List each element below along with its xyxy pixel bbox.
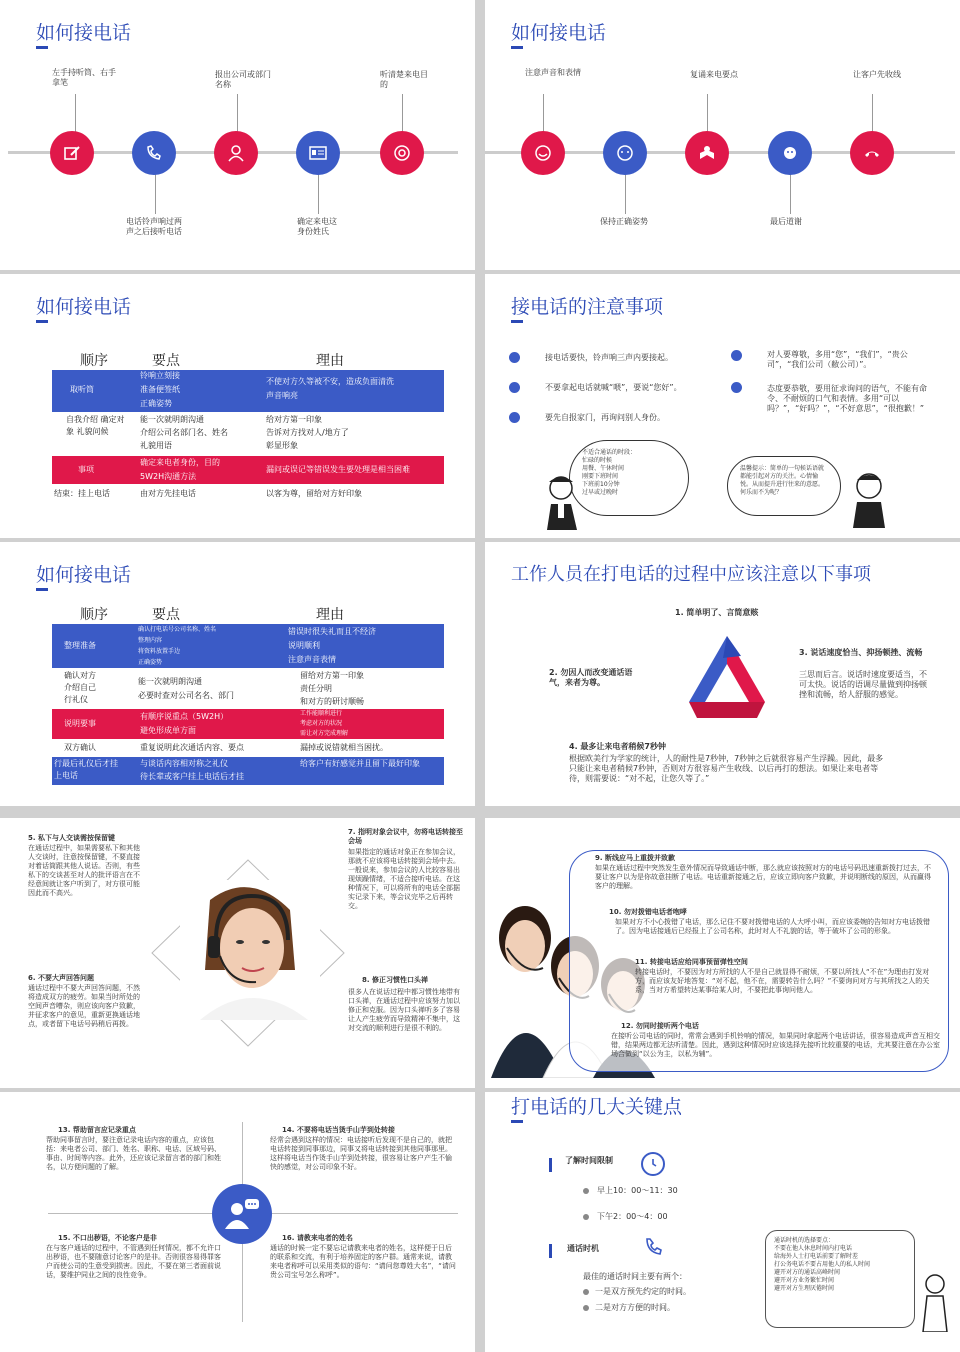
tip-text: 通话的时候一定不要忘记请教来电者的姓名，这样便于日后的联系和交流，有利于培养固定的客户群。通常来说，请教来电者称呼可以采用类似的语句：“请问您尊姓大名”，“请问贵公司宝号怎么称呼”。 (270, 1244, 456, 1279)
table-row: 取听筒 铃响立刻接 准备便签纸 正确姿势 不使对方久等被不安，造成负面清洗 声音响亮 (52, 370, 444, 412)
target-icon (380, 131, 424, 175)
tip-title: 1. 简单明了、言简意赅 (675, 608, 759, 617)
table-row: 双方确认 重复说明此次通话内容、要点 漏掉或说错就相当困扰。 (64, 743, 388, 752)
id-card-icon (296, 131, 340, 175)
tip-text: 根据欧美行为学家的统计，人的耐性是7秒钟，7秒钟之后就很容易产生浮躁。因此，最多只能让来电者稍候7秒钟，否则对方很容易产生收线、以后再打的想法。如果让来电者等待，则需要说：“对不起，让您久等了。” (569, 754, 884, 783)
bullet-dot (509, 412, 520, 423)
tip-text: 帮助同事留言时，要注意记录电话内容的重点，应该包括：来电者公司、部门、姓名、职称、电话、区域号码、事由、时间等内容。此外，还应该记录留言者的部门和姓名，以方便问题的了解。 (46, 1136, 221, 1171)
connector (318, 174, 319, 214)
tip-title: 13. 帮助留言应记录重点 (58, 1126, 136, 1134)
tip-text: 如果对方不小心拨错了电话，那么记住不要对拨错电话的人大呼小叫，而应该委婉的告知对方电话拨错了。因为电话接通后已经报上了公司名称，此时对人不礼貌的话，等于破坏了公司的形象。 (615, 918, 930, 935)
step-label: 报出公司或部门名称 (215, 70, 271, 89)
smile-icon (521, 131, 565, 175)
timing-box: 通话时机的选择要点： 不要在他人休息时间内打电话 给海外人士打电话前要了解时差 打公务电话不要占用他人的私人时间 避开对方的通话高峰时间 避开对方业务繁忙时间 避开对方生理厌倦时间 (765, 1230, 915, 1328)
title-underline (511, 1120, 523, 1123)
person-icon (214, 131, 258, 175)
table-header: 顺序 (80, 607, 108, 623)
tip-title: 14. 不要将电话当烫手山芋到处转接 (282, 1126, 395, 1134)
step-label: 最后道谢 (770, 217, 802, 226)
bullet-dot (583, 1289, 589, 1295)
slide-answer-phone-2 (485, 0, 960, 270)
thought-bubble: 温馨提示：简单的一句候话语就都能引起对方的关注。心情愉悦。从而提升进行往来的意愿。何乐而不为呢？ (727, 456, 841, 516)
step-label: 确定来电这身份姓氏 (297, 217, 337, 236)
step-label: 左手持听筒、右手拿笔 (52, 68, 116, 87)
step-label: 复诵来电要点 (690, 70, 738, 79)
key-title: 了解时间限制 (565, 1156, 613, 1165)
title-underline (36, 588, 48, 591)
tip-text: 经常会遇到这样的情况：电话接听后发现不是自己的，就把电话转接到同事那边，同事又将电话转接到其他同事那里。这样将电话当作烫手山芋到处转接，很容易让客户产生不愉快的感觉，对公司印象不好。 (270, 1136, 452, 1171)
time-item: 下午2：00～4：00 (597, 1212, 668, 1221)
step-label: 让客户先收线 (853, 70, 901, 79)
slide-answer-table (0, 274, 475, 538)
key-marker (549, 1244, 552, 1258)
note-item: 接电话要快，铃声响三声内要接起。 (545, 353, 673, 362)
title-underline (511, 320, 523, 323)
title-underline (36, 320, 48, 323)
timing-item: 二是对方方便的时间。 (595, 1303, 675, 1312)
bullet-dot (583, 1188, 589, 1194)
tip-title: 4. 最多让来电者稍候7秒钟 (569, 742, 666, 751)
step-label: 电话铃声响过两声之后接听电话 (126, 217, 182, 236)
timing-intro: 最佳的通话时间主要有两个： (583, 1272, 687, 1281)
table-row: 整理准备 确认打电话号公司名称、姓名 整理内容 将资料放置手边 正确姿势 错误时很失礼而且不经济 说明顺利 注意声音表情 (52, 624, 444, 668)
cartoon-man-icon (541, 474, 585, 530)
note-item: 对人要尊敬，多用“您”，“我们”，“贵公司”，“我们公司（敝公司）”。 (767, 350, 908, 369)
step-label: 保持正确姿势 (600, 217, 648, 226)
table-header: 理由 (316, 353, 344, 369)
connector (75, 94, 76, 132)
tip-title: 6. 不要大声回答问题 (28, 974, 94, 982)
slide-title: 如何接电话 (36, 564, 132, 586)
slide-title: 如何接电话 (511, 22, 607, 44)
tip-text: 三思而后言。说话时速度要适当，不可太快。说话的语调尽量做到抑扬顿挫和流畅，给人舒服的感觉。 (799, 670, 927, 699)
note-item: 要先自报家门，再询问别人身份。 (545, 413, 665, 422)
note-item: 态度要恭敬，要用征求询问的语气，不能有命令、不耐烦的口气和表情。多用“可以吗？”，“好吗？”，“不好意思”，“很抱歉！” (767, 384, 927, 413)
step-label: 听清楚来电目的 (380, 70, 428, 89)
operator-woman-photo (180, 880, 320, 1020)
tip-title: 15. 不口出秽语，不论客户是非 (58, 1234, 157, 1242)
reading-icon (685, 131, 729, 175)
bullet-dot (583, 1214, 589, 1220)
slide-call-attention (485, 542, 960, 806)
table-header: 顺序 (80, 353, 108, 369)
tip-text: 如果指定的通话对象正在参加会议，那就不应该将电话转接到会场中去。一般说来，参加会议的人比较容易出现烦躁情绪，不适合接听电话。在这种情况下，可以将所有的电话全部据实记录下来，等会议完毕之后再转交。 (348, 848, 460, 910)
table-row: 自我介绍 确定对象 礼貌问候 能一次就明朗沟通 介绍公司名部门名、姓名 礼貌用语 给对方第一印象 告诉对方找对人/地方了 彰显形象 (66, 415, 349, 450)
slide-tips-13-16 (0, 1092, 475, 1352)
title-underline (511, 46, 523, 49)
connector (237, 94, 238, 132)
time-item: 早上10：00～11：30 (597, 1186, 678, 1195)
table-header: 要点 (152, 353, 180, 369)
tip-title: 11. 转接电话应给同事预留弹性空间 (635, 958, 748, 966)
bullet-dot (583, 1305, 589, 1311)
table-header: 要点 (152, 607, 180, 623)
recycle-arrows-icon (671, 632, 783, 728)
tip-title: 10. 勿对拨错电话者咆哮 (609, 908, 687, 916)
tip-title: 9. 断线应马上重拨并致歉 (595, 854, 675, 862)
connector (872, 94, 873, 132)
face-icon (603, 131, 647, 175)
key-marker (549, 1158, 552, 1172)
table-row: 确认对方 介绍自己 行礼仪 能一次就明朗沟通 必要时查对公司名名、部门 留给对方第一印象 责任分明 和对方的研讨顺畅 (64, 671, 364, 706)
connector (402, 94, 403, 132)
connector (790, 174, 791, 214)
tip-text: 在通话过程中，如果需要私下和其他人交谈时，注意按保留键，不要直接对着话筒跟其他人说话。否则，有些私下的交谈甚至对人的批评语言在不经意间就让客户听到了，对方很可能因此而不高兴。 (28, 844, 140, 897)
slide-title: 工作人员在打电话的过程中应该注意以下事项 (511, 564, 871, 585)
slide-title: 如何接电话 (36, 296, 132, 318)
tip-text: 通话过程中不要大声回答问题，不然将造成双方的疲劳。如果当时所处的空间声音嘈杂，则应该向客户致歉，并征求客户的意见，重新更换通话地点，或者留下电话号码稍后再拨。 (28, 984, 140, 1028)
bullet-dot (509, 352, 520, 363)
note-item: 不要拿起电话就喊“喂”，要说“您好”。 (545, 383, 682, 392)
slide-answer-notes (485, 274, 960, 538)
tip-title: 5. 私下与人交谈需按保留键 (28, 834, 115, 842)
tip-text: 在接听公司电话的同时，常常会遇到手机铃响的情况，如果同时拿起两个电话讲话，很容易造成声音互相交错，结果两边都无法听清楚。因此，遇到这种情况时应该选择先接听比较重要的电话，尤其要注意在办公室场合做到“以公为主，以私为辅”。 (611, 1032, 940, 1058)
tip-title: 16. 请教来电者的姓名 (282, 1234, 353, 1242)
bullet-dot (509, 382, 520, 393)
slide-tips-5-8 (0, 818, 475, 1088)
table-header: 理由 (316, 607, 344, 623)
cartoon-man-icon (917, 1272, 953, 1332)
tip-text: 如果在通话过程中突然发生意外情况而导致通话中断，那么就应该按照对方的电话号码迅速重新拨打过去，不要让客户以为是你故意挂断了电话。电话重新接通之后，应该立即向客户致歉，并说明断线的原因，从而赢得客户的理解。 (595, 864, 931, 890)
slide-answer-phone-1 (0, 0, 475, 270)
table-row: 行最后礼仪后才挂上电话 与谈话内容相对称之礼仪 待长辈或客户挂上电话后才挂 给客户有好感觉并且留下最好印象 (52, 757, 444, 785)
table-row: 事项 确定来电者身份，目的 5W2H沟通方法 漏问或误记等错误发生要处理是相当困难 (52, 456, 444, 484)
tip-text: 在与客户通话的过程中，不管遇到任何情况，都不允许口出秽语，也不要随意讨论客户的是非。否则很容易得罪客户而使公司的生意受到损害。因此，不要在第三者面前说话，要维护同业之间的良性竞争。 (46, 1244, 221, 1279)
tip-title: 12. 勿同时接听两个电话 (621, 1022, 699, 1030)
thanks-icon (768, 131, 812, 175)
bullet-dot (731, 382, 742, 393)
table-row: 结束：挂上电话 由对方先挂电话 以客为尊，留给对方好印象 (54, 489, 362, 498)
connector (707, 94, 708, 132)
tip-title: 7. 指明对象会议中，勿将电话转接至会场 (348, 828, 463, 845)
hang-up-icon (850, 131, 894, 175)
table-row: 说明要事 有顺序说重点（5W2H） 避免形成单方面 工作能顺利进行 考虑对方的状况 需让对方完成理解 (52, 709, 444, 739)
connector (543, 94, 544, 132)
title-underline (36, 46, 48, 49)
step-label: 注意声音和表情 (525, 68, 581, 77)
chat-user-icon (212, 1184, 272, 1244)
tip-text: 很多人在说话过程中都习惯性地带有口头禅，在通话过程中应该努力加以修正和克服。因为口头禅听多了容易让人产生疲劳而导致精神不集中，这对交流的顺利进行是很不利的。 (348, 988, 460, 1032)
slide-tips-9-12 (485, 818, 960, 1088)
clock-icon (641, 1152, 665, 1176)
timing-item: 一是双方预先约定的时间。 (595, 1287, 691, 1296)
tip-title: 3. 说话速度恰当、抑扬顿挫、流畅 (799, 648, 923, 657)
tip-title: 8. 修正习惯性口头禅 (362, 976, 428, 984)
cartoon-man-icon (845, 470, 893, 528)
slide-call-table (0, 542, 475, 806)
slide-title: 接电话的注意事项 (511, 296, 664, 318)
phone-icon (132, 131, 176, 175)
thought-bubble: 不适合通话的时段： 忙碌的时候 用餐、午休时间 刚要下班时间 下班前10分钟 过早或过晚时 (569, 440, 689, 516)
tip-title: 2. 勿因人而改变通话语气，来者为尊。 (549, 668, 633, 687)
pen-icon (50, 131, 94, 175)
phone-icon (643, 1236, 665, 1258)
connector (155, 174, 156, 214)
tip-text: 转接电话时，不要因为对方所找的人不是自己就显得不耐烦，不要以所找人“不在”为理由打发对方，而应该友好地答复：“对不起，他不在，需要转告什么吗？”不要询问对方与其所找之人的关系，当对方希望转达某事给某人时，不要把此事询问他人。 (635, 968, 930, 994)
key-title: 通话时机 (567, 1244, 599, 1253)
slide-call-keys (485, 1092, 960, 1352)
connector (625, 174, 626, 214)
slide-title: 如何接电话 (36, 22, 132, 44)
slide-title: 打电话的几大关键点 (511, 1096, 683, 1118)
bullet-dot (731, 350, 742, 361)
